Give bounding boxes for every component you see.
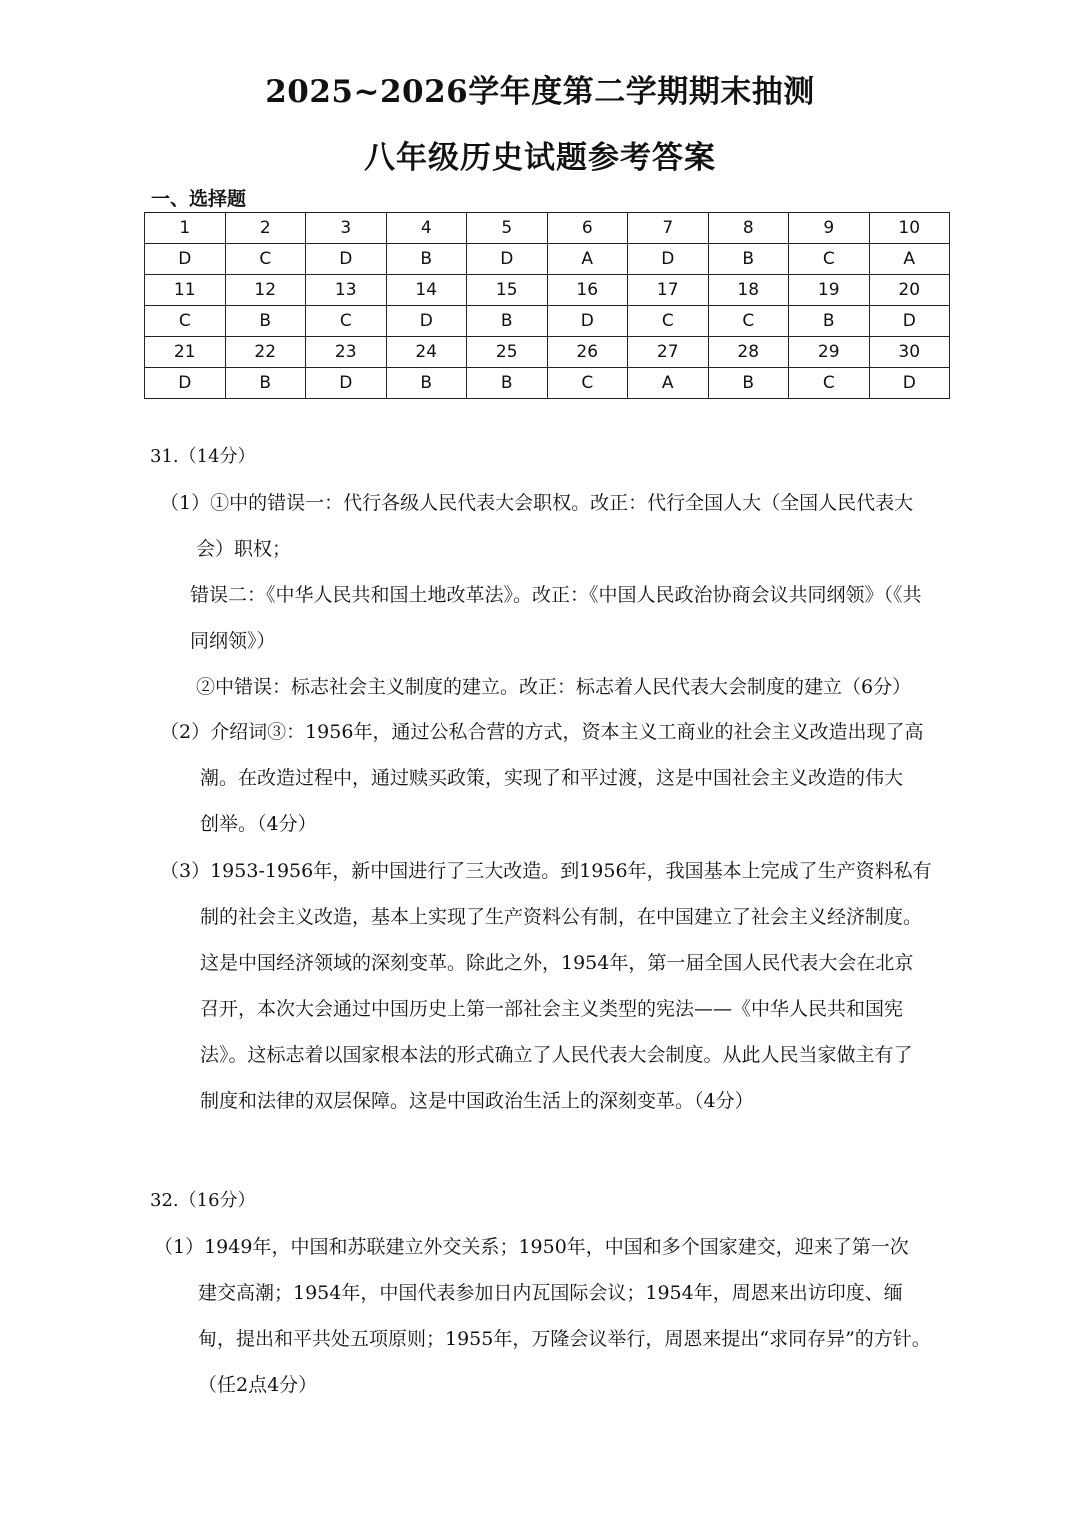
answer-letter-row bbox=[145, 306, 950, 337]
question-number-row bbox=[145, 337, 950, 368]
answer-cell: B bbox=[789, 306, 870, 337]
answer-cell: C bbox=[789, 368, 870, 399]
question-number-cell: 20 bbox=[869, 275, 950, 306]
answer-cell: A bbox=[628, 368, 709, 399]
answer-table-body bbox=[145, 213, 950, 399]
answer-cell: C bbox=[145, 306, 226, 337]
question-number-row bbox=[145, 213, 950, 244]
answer-cell: B bbox=[386, 368, 467, 399]
question-number-cell: 28 bbox=[708, 337, 789, 368]
answer-cell: C bbox=[225, 244, 306, 275]
answer-cell: B bbox=[225, 368, 306, 399]
q31-part3-line: 制的社会主义改造，基本上实现了生产资料公有制，在中国建立了社会主义经济制度。 bbox=[200, 906, 923, 928]
question-number-cell: 24 bbox=[386, 337, 467, 368]
question-number-cell: 5 bbox=[467, 213, 548, 244]
q32-part1-line: 建交高潮；1954年，中国代表参加日内瓦国际会议；1954年，周恩来出访印度、缅 bbox=[198, 1282, 903, 1304]
answer-cell: D bbox=[547, 306, 628, 337]
q32-part1-line: （任2点4分） bbox=[198, 1374, 318, 1396]
question-number-cell: 18 bbox=[708, 275, 789, 306]
answer-cell: B bbox=[708, 368, 789, 399]
q32-part1 bbox=[154, 1224, 931, 1408]
question-number-cell: 25 bbox=[467, 337, 548, 368]
question-number-cell: 23 bbox=[306, 337, 387, 368]
answer-cell: B bbox=[467, 306, 548, 337]
question-number-cell: 29 bbox=[789, 337, 870, 368]
question-number-cell: 8 bbox=[708, 213, 789, 244]
answer-cell: A bbox=[869, 244, 950, 275]
question-number-cell: 30 bbox=[869, 337, 950, 368]
answer-cell: D bbox=[869, 368, 950, 399]
q31-part1 bbox=[160, 480, 922, 710]
question-number-cell: 17 bbox=[628, 275, 709, 306]
answer-cell: B bbox=[386, 244, 467, 275]
question-number-cell: 3 bbox=[306, 213, 387, 244]
q31-part1-line: ②中错误：标志社会主义制度的建立。改正：标志着人民代表大会制度的建立（6分） bbox=[196, 676, 912, 698]
document-title: 2025~2026学年度第二学期期末抽测 bbox=[265, 74, 815, 110]
question-number-cell: 21 bbox=[145, 337, 226, 368]
q31-part3-line: 这是中国经济领域的深刻变革。除此之外，1954年，第一届全国人民代表大会在北京 bbox=[200, 952, 914, 974]
q31-part3-line: 法》。这标志着以国家根本法的形式确立了人民代表大会制度。从此人民当家做主有了 bbox=[200, 1044, 913, 1066]
question-number-cell: 10 bbox=[869, 213, 950, 244]
section-heading-choice: 一、选择题 bbox=[151, 188, 247, 210]
answer-cell: C bbox=[789, 244, 870, 275]
q32-part1-line: 甸，提出和平共处五项原则；1955年，万隆会议举行，周恩来提出“求同存异”的方针。 bbox=[198, 1328, 931, 1350]
q31-part3-line: （3）1953-1956年，新中国进行了三大改造。到1956年，我国基本上完成了生产资料私有 bbox=[160, 860, 932, 882]
question-number-cell: 12 bbox=[225, 275, 306, 306]
q31-part1-line: 同纲领》） bbox=[190, 630, 276, 652]
q31-part3 bbox=[160, 848, 932, 1124]
question-number-cell: 7 bbox=[628, 213, 709, 244]
answer-cell: D bbox=[869, 306, 950, 337]
question-number-cell: 13 bbox=[306, 275, 387, 306]
q31-part3-line: 制度和法律的双层保障。这是中国政治生活上的深刻变革。（4分） bbox=[200, 1090, 754, 1112]
q31-part1-line: 会）职权； bbox=[196, 538, 292, 560]
answer-cell: C bbox=[547, 368, 628, 399]
answer-cell: C bbox=[708, 306, 789, 337]
question-number-cell: 19 bbox=[789, 275, 870, 306]
answer-letter-row bbox=[145, 244, 950, 275]
q31-heading: 31.（14分） bbox=[150, 446, 256, 467]
q31-part2-line: （2）介绍词③：1956年，通过公私合营的方式，资本主义工商业的社会主义改造出现了高 bbox=[160, 721, 924, 743]
answer-cell: D bbox=[386, 306, 467, 337]
answer-cell: D bbox=[306, 368, 387, 399]
answer-table bbox=[144, 212, 950, 399]
question-number-cell: 22 bbox=[225, 337, 306, 368]
answer-cell: D bbox=[628, 244, 709, 275]
question-number-cell: 9 bbox=[789, 213, 870, 244]
question-number-cell: 27 bbox=[628, 337, 709, 368]
q32-heading: 32.（16分） bbox=[150, 1190, 256, 1211]
answer-cell: A bbox=[547, 244, 628, 275]
question-number-cell: 4 bbox=[386, 213, 467, 244]
q32-part1-line: （1）1949年，中国和苏联建立外交关系；1950年，中国和多个国家建交，迎来了第一次 bbox=[154, 1236, 909, 1258]
question-number-row bbox=[145, 275, 950, 306]
answer-cell: D bbox=[145, 244, 226, 275]
question-number-cell: 15 bbox=[467, 275, 548, 306]
q31-part3-line: 召开，本次大会通过中国历史上第一部社会主义类型的宪法——《中华人民共和国宪 bbox=[200, 998, 904, 1020]
question-number-cell: 1 bbox=[145, 213, 226, 244]
answer-cell: B bbox=[467, 368, 548, 399]
question-number-cell: 6 bbox=[547, 213, 628, 244]
question-number-cell: 2 bbox=[225, 213, 306, 244]
question-number-cell: 26 bbox=[547, 337, 628, 368]
answer-cell: D bbox=[306, 244, 387, 275]
answer-letter-row bbox=[145, 368, 950, 399]
q31-part1-line: （1）①中的错误一：代行各级人民代表大会职权。改正：代行全国人大（全国人民代表大 bbox=[160, 492, 914, 514]
q31-part2-line: 创举。（4分） bbox=[200, 813, 317, 835]
q31-part2-line: 潮。在改造过程中，通过赎买政策，实现了和平过渡，这是中国社会主义改造的伟大 bbox=[200, 767, 904, 789]
answer-cell: C bbox=[628, 306, 709, 337]
q31-part1-line: 错误二：《中华人民共和国土地改革法》。改正：《中国人民政治协商会议共同纲领》（《共 bbox=[190, 584, 922, 606]
answer-cell: D bbox=[145, 368, 226, 399]
answer-cell: C bbox=[306, 306, 387, 337]
question-number-cell: 16 bbox=[547, 275, 628, 306]
question-number-cell: 14 bbox=[386, 275, 467, 306]
answer-cell: B bbox=[225, 306, 306, 337]
q31-part2 bbox=[160, 709, 923, 847]
document-subtitle: 八年级历史试题参考答案 bbox=[364, 140, 716, 176]
answer-cell: B bbox=[708, 244, 789, 275]
question-number-cell: 11 bbox=[145, 275, 226, 306]
answer-cell: D bbox=[467, 244, 548, 275]
